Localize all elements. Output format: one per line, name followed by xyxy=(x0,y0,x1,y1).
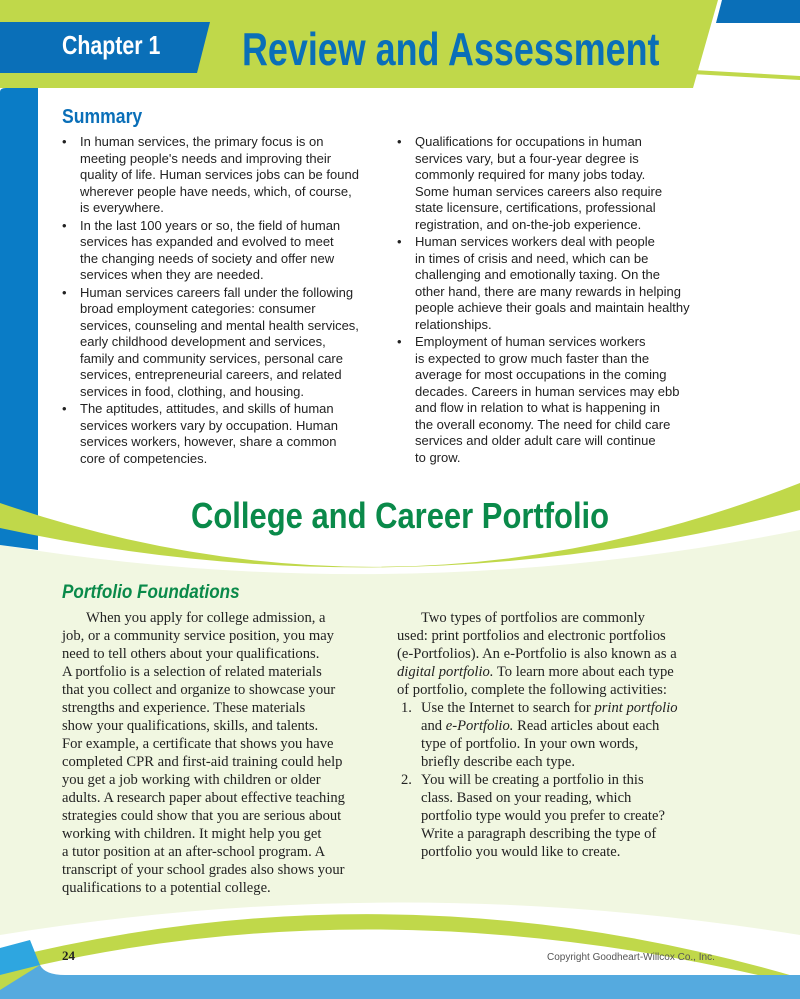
activity-line xyxy=(421,699,678,717)
bullet-line: other hand, there are many rewards in helping xyxy=(415,283,681,299)
bullet-icon: • xyxy=(62,401,67,416)
activity-text: Use the Internet to search for xyxy=(421,700,595,716)
bullet-line: services vary, but a four-year degree is xyxy=(415,150,639,166)
intro-line: used: print portfolios and electronic portfolios xyxy=(397,628,666,644)
bullet-line: core of competencies. xyxy=(80,450,208,466)
paragraph-line: you get a job working with children or older xyxy=(62,772,321,788)
page-title: Review and Assessment xyxy=(242,23,660,75)
summary-bullet-item xyxy=(62,285,359,401)
activity-term: e-Portfolio. xyxy=(445,718,514,734)
bullet-line: early childhood development and services, xyxy=(80,334,326,349)
summary-bullet-item xyxy=(397,234,690,333)
bullet-line: meeting people's needs and improving their xyxy=(80,150,332,166)
page-number: 24 xyxy=(62,948,75,963)
digital-portfolio-term: digital portfolio. xyxy=(397,664,494,680)
paragraph-line: a tutor position at an after-school program. A xyxy=(62,844,326,860)
summary-bullet-item xyxy=(62,218,359,284)
activity-line: portfolio type would you prefer to create? xyxy=(421,808,665,824)
bullet-line: services has expanded and evolved to meet xyxy=(80,234,334,249)
paragraph-line: When you apply for college admission, a xyxy=(86,610,326,626)
bullet-line: In human services, the primary focus is on xyxy=(80,134,324,149)
portfolio-right-column xyxy=(397,609,678,861)
bullet-line: The aptitudes, attitudes, and skills of human xyxy=(80,401,334,416)
portfolio-title xyxy=(0,495,800,537)
paragraph-line: qualifications to a potential college. xyxy=(62,880,271,896)
paragraph-line: show your qualifications, skills, and talents. xyxy=(62,718,319,734)
paragraph-line: strategies could show that you are serious about xyxy=(62,808,342,824)
paragraph-line: strengths and experience. These materials xyxy=(62,700,306,716)
summary-bullet-item xyxy=(397,134,690,233)
bullet-line: Human services careers fall under the following xyxy=(80,284,354,300)
bullet-icon: • xyxy=(62,134,67,149)
bullet-icon: • xyxy=(397,234,402,249)
paragraph-line: adults. A research paper about effective teaching xyxy=(62,790,345,806)
chapter-label: Chapter 1 xyxy=(62,30,161,60)
bullet-line: relationships. xyxy=(415,316,492,332)
activity-term: print portfolio xyxy=(594,700,678,716)
bullet-icon: • xyxy=(62,217,67,233)
paragraph-line: need to tell others about your qualifications. xyxy=(62,646,320,662)
bullet-line: services workers, however, share a common xyxy=(80,434,337,449)
bullet-line: decades. Careers in human services may ebb xyxy=(415,383,680,399)
paragraph-line: job, or a community service position, you may xyxy=(62,628,334,644)
bullet-line: the changing needs of society and offer new xyxy=(80,250,335,266)
paragraph-line: completed CPR and first-aid training could help xyxy=(62,754,343,770)
bullet-icon: • xyxy=(397,334,402,349)
summary-right-column xyxy=(397,134,690,467)
bullet-line: family and community services, personal care xyxy=(80,350,343,366)
bullet-line: services and older adult care will continue xyxy=(415,433,656,448)
summary-left-column xyxy=(62,134,359,468)
activity-text: and xyxy=(421,718,446,734)
activity-item xyxy=(397,771,678,861)
bullet-line: Human services workers deal with people xyxy=(415,234,655,249)
bullet-line: is expected to grow much faster than the xyxy=(415,350,650,366)
bullet-line: services in food, clothing, and housing. xyxy=(80,383,305,399)
bullet-line: in times of crisis and need, which can be xyxy=(415,250,649,266)
bullet-line: Qualifications for occupations in human xyxy=(415,134,642,149)
intro-line: of portfolio, complete the following activities: xyxy=(397,682,667,698)
activity-text: Read articles about each xyxy=(513,718,660,734)
activity-number: 1. xyxy=(401,700,412,716)
paragraph-line: working with children. It might help you get xyxy=(62,826,322,842)
bullet-line: Employment of human services workers xyxy=(415,334,646,349)
copyright-notice: Copyright Goodheart-Willcox Co., Inc. xyxy=(547,952,715,963)
activity-line: briefly describe each type. xyxy=(421,754,575,770)
bullet-line: In the last 100 years or so, the field of human xyxy=(80,217,341,233)
bullet-line: Some human services careers also require xyxy=(415,183,663,199)
summary-bullet-item xyxy=(62,401,359,467)
intro-line xyxy=(397,663,678,681)
activity-line xyxy=(421,717,678,735)
portfolio-foundations-heading: Portfolio Foundations xyxy=(62,582,240,603)
bullet-icon: • xyxy=(397,134,402,149)
activity-line: You will be creating a portfolio in this xyxy=(421,772,644,788)
bullet-line: state licensure, certifications, professional xyxy=(415,200,656,215)
bullet-icon: • xyxy=(62,284,67,300)
summary-bullet-item xyxy=(397,334,690,466)
activity-line: type of portfolio. In your own words, xyxy=(421,736,639,752)
summary-heading: Summary xyxy=(62,106,143,128)
bullet-line: people achieve their goals and maintain healthy xyxy=(415,300,690,315)
activity-number: 2. xyxy=(401,772,412,788)
intro-text: To learn more about each type xyxy=(493,664,674,680)
bullet-line: average for most occupations in the coming xyxy=(415,367,667,382)
bullet-line: quality of life. Human services jobs can be found xyxy=(80,167,359,182)
bullet-line: broad employment categories: consumer xyxy=(80,301,316,316)
bullet-line: the overall economy. The need for child care xyxy=(415,416,671,432)
bullet-line: services when they are needed. xyxy=(80,267,264,282)
bullet-line: services workers vary by occupation. Human xyxy=(80,417,338,433)
bullet-line: is everywhere. xyxy=(80,200,164,215)
intro-line: Two types of portfolios are commonly xyxy=(421,610,645,626)
paragraph-line: that you collect and organize to showcase your xyxy=(62,682,336,698)
bullet-line: registration, and on-the-job experience. xyxy=(415,216,642,232)
intro-line: (e-Portfolios). An e-Portfolio is also known as a xyxy=(397,646,677,662)
bullet-line: challenging and emotionally taxing. On the xyxy=(415,267,660,282)
portfolio-title-text: College and Career Portfolio xyxy=(190,495,610,536)
bullet-line: to grow. xyxy=(415,449,461,465)
activity-line: Write a paragraph describing the type of xyxy=(421,826,657,842)
bullet-line: services, counseling and mental health services, xyxy=(80,317,359,333)
paragraph-line: A portfolio is a selection of related materials xyxy=(62,664,322,680)
activity-line: class. Based on your reading, which xyxy=(421,790,632,806)
paragraph-line: transcript of your school grades also shows your xyxy=(62,862,345,878)
paragraph-line: For example, a certificate that shows you have xyxy=(62,736,334,752)
bullet-line: services, entrepreneurial careers, and related xyxy=(80,367,342,382)
portfolio-left-column xyxy=(62,609,345,897)
bullet-line: commonly required for many jobs today. xyxy=(415,167,646,182)
activity-line: portfolio you would like to create. xyxy=(421,844,621,860)
bullet-line: wherever people have needs, which, of course, xyxy=(80,183,352,199)
bullet-line: and flow in relation to what is happening in xyxy=(415,400,660,415)
summary-bullet-item xyxy=(62,134,359,217)
activity-item xyxy=(397,699,678,771)
